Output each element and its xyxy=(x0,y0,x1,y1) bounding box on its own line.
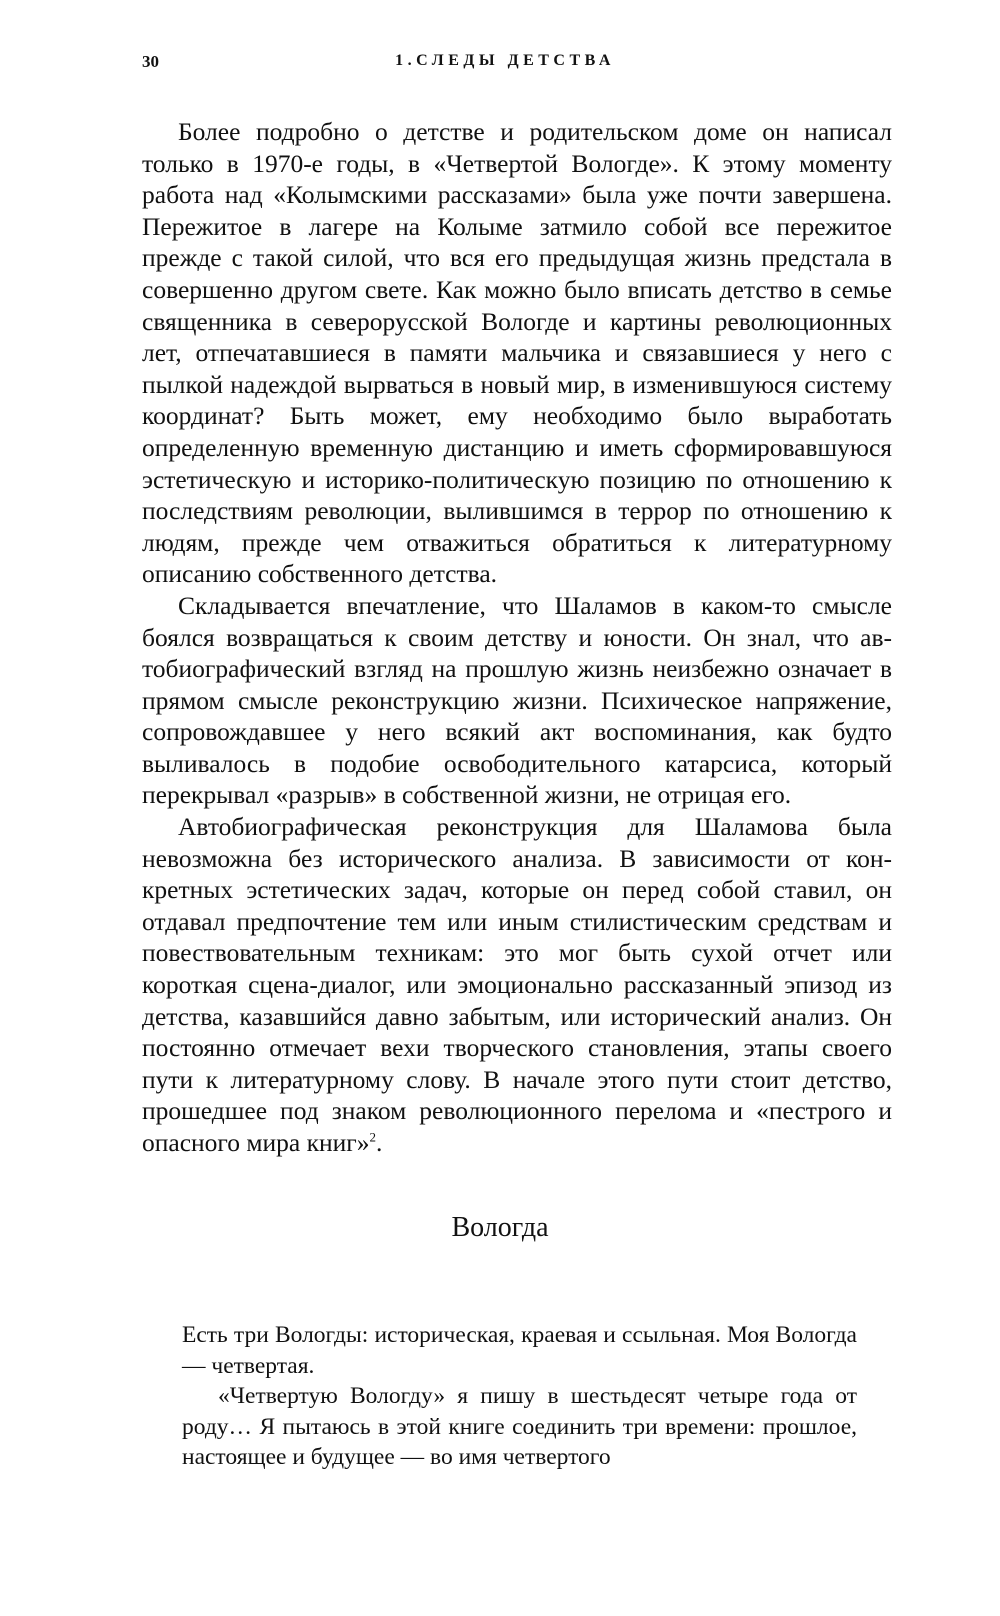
footnote-reference[interactable]: 2 xyxy=(369,1129,376,1145)
paragraph-text: Автобиографическая реконструкция для Шаламова была невозможна без исторического анализа. В зависимости от конкретных эстетических задач, которые он перед собой ставил, он отдавал предпочтение тем или иным стилистическим средствам и повествовательным техникам: это мог быть сухой отчет или короткая сцена-диалог, или эмоционально рассказанный эпизод из детства, казавшийся давно забытым, или исторический анализ. Он постоянно отмечает вехи творческого становления, этапы своего пути к литературному слову. В начале этого пути стоит детство, прошедшее под знаком революционного перелома и «пестрого и опасного мира книг» xyxy=(142,812,892,1157)
paragraph: Складывается впечатление, что Шаламов в каком-то смысле боялся возвращаться к своим детству и юности. Он знал, что автобиографический взгляд на прошлую жизнь неизбежно означает в прямом смысле реконструкцию жизни. Психическое напряжение, сопровождавшее у него всякий акт воспоминания, как будто выливалось в подобие освободительного катарсиса, который перекрывал «разрыв» в собственной жизни, не отрицая его. xyxy=(142,590,892,810)
page-number: 30 xyxy=(142,52,159,71)
running-head xyxy=(142,52,868,82)
epigraph xyxy=(182,1320,857,1473)
section-heading: Вологда xyxy=(451,1212,549,1243)
chapter-title: 1.СЛЕДЫ ДЕТСТВА xyxy=(395,52,615,69)
epigraph-paragraph: Есть три Вологды: историческая, краевая и ссыльная. Моя Вологда — четвертая. xyxy=(182,1322,857,1379)
paragraph xyxy=(142,811,892,1159)
paragraph: Более подробно о детстве и родительском доме он написал только в 1970-е годы, в «Четвертой Вологде». К этому моменту работа над «Колымскими рассказами» была уже почти завершена. Пережитое в лагере на Колыме затмило собой все пережитое прежде с такой силой, что вся его предыдущая жизнь предстала в совершенно другом свете. Как можно было вписать детство в семье священника в северорусской Вологде и картины революционных лет, отпечатавшиеся в памяти мальчика и связавшиеся у него с пылкой надеждой вырваться в новый мир, в изменившуюся систему координат? Быть может, ему необходимо было выработать определенную временную дистанцию и иметь сформировавшуюся эстетическую и историко-политическую позицию по отношению к последствиям революции, вылившимся в террор по отношению к людям, прежде чем отважиться обратиться к литературному описанию собственного детства. xyxy=(142,117,892,589)
epigraph-paragraph: «Четвертую Вологду» я пишу в шестьдесят четыре года от роду… Я пытаюсь в этой книге соединить три времени: прошлое, настоящее и будущее — во имя четвертого xyxy=(182,1383,857,1470)
body-text xyxy=(142,116,892,1159)
paragraph-end: . xyxy=(376,1128,383,1157)
